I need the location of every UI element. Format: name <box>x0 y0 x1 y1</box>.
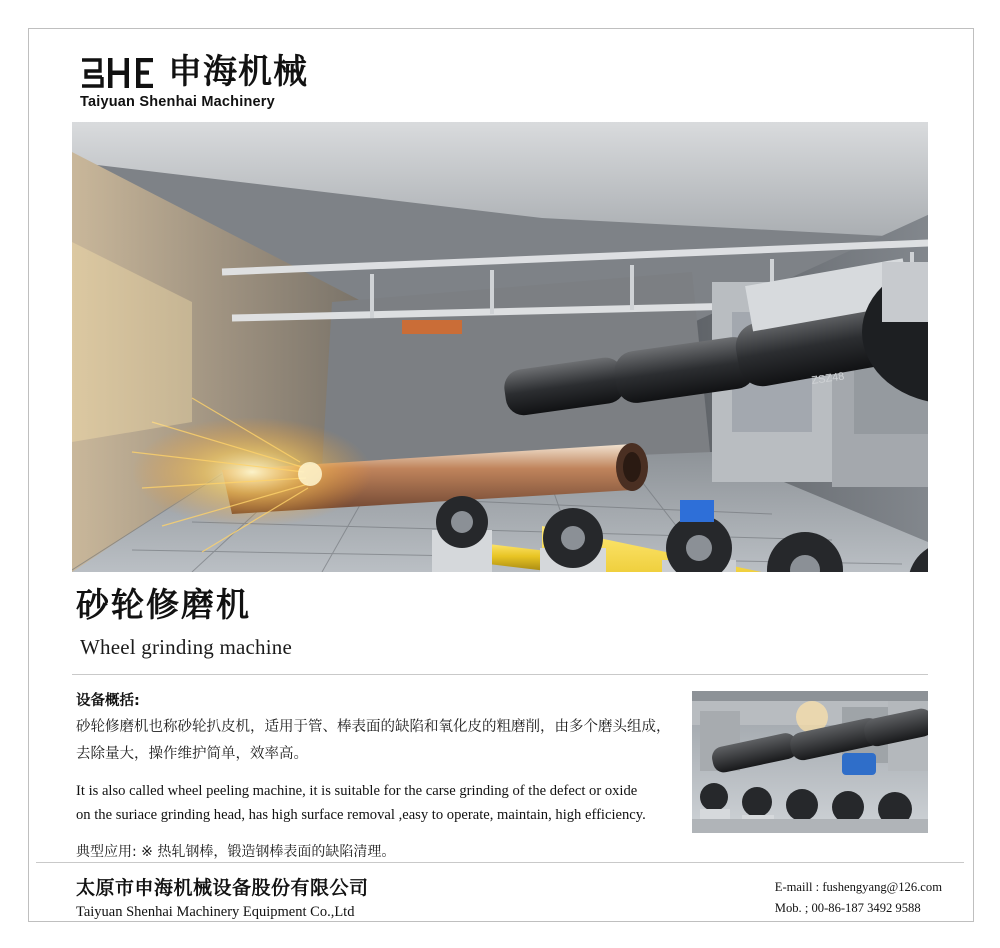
company-name-cn: 太原市申海机械设备股份有限公司 <box>76 877 369 899</box>
overview-cn-line-2: 去除量大，操作维护简单，效率高。 <box>76 746 308 763</box>
description-text <box>72 689 674 861</box>
title-divider <box>72 674 928 675</box>
typical-application-line: 典型应用: ※ 热轧钢棒，锻造钢棒表面的缺陷清理。 <box>76 844 396 861</box>
company-name-en: Taiyuan Shenhai Machinery Equipment Co.,Ltd <box>76 904 355 920</box>
contact-email[interactable]: E-maill : fushengyang@126.com <box>774 880 942 894</box>
description-section <box>72 689 928 861</box>
overview-label: 设备概括: <box>76 693 140 710</box>
page-header <box>36 30 964 122</box>
thumbnail-image <box>692 691 928 833</box>
overview-cn-line-1: 砂轮修磨机也称砂轮扒皮机，适用于管、棒表面的缺陷和氧化皮的粗磨削，由多个磨头组成， <box>76 719 671 736</box>
brand-logo <box>78 52 964 92</box>
company-block <box>36 873 369 921</box>
product-title-en: Wheel grinding machine <box>80 635 292 660</box>
contact-mobile[interactable]: Mob. ; 00-86-187 3492 9588 <box>774 900 921 915</box>
svg-text:ZSZ48: ZSZ48 <box>810 370 846 387</box>
product-title-block <box>76 584 964 660</box>
overview-en-line-1: It is also called wheel peeling machine, it is suitable for the carse grinding of the defect or oxide <box>76 782 638 799</box>
page-footer <box>36 862 964 920</box>
contact-block <box>775 873 964 919</box>
brand-name-en: Taiyuan Shenhai Machinery <box>80 94 275 110</box>
brand-name-cn: 申海机械 <box>168 52 308 92</box>
product-title-cn: 砂轮修磨机 <box>76 585 251 624</box>
shenhai-sh-monogram-icon <box>78 52 158 92</box>
overview-en-line-2: on the suriace grinding head, has high surface removal ,easy to operate, maintain, high efficiency. <box>76 806 646 823</box>
hero-image <box>72 122 928 572</box>
